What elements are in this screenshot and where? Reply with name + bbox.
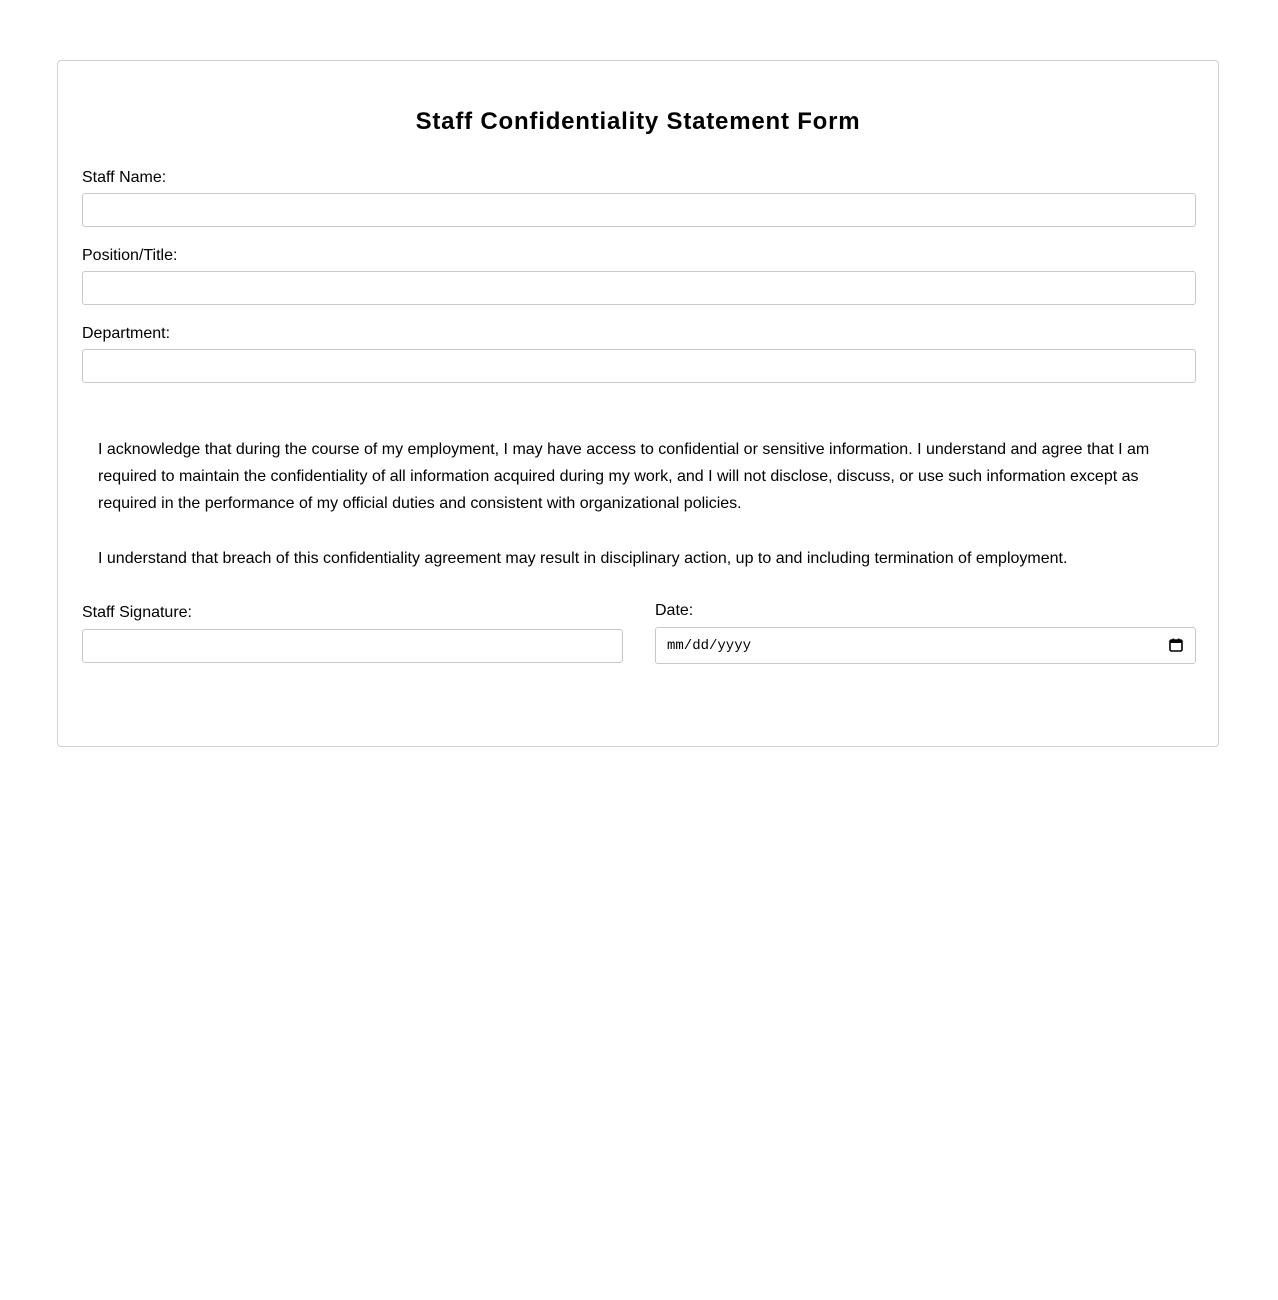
position-input[interactable] (82, 271, 1196, 305)
signature-input[interactable] (82, 629, 623, 663)
confidentiality-form (57, 60, 1219, 747)
department-label: Department: (82, 325, 171, 342)
page-title: Staff Confidentiality Statement Form (415, 108, 861, 135)
date-placeholder: mm/dd/yyyy (667, 638, 752, 654)
department-input[interactable] (82, 349, 1196, 383)
statement-paragraph-acknowledgement: I acknowledge that during the course of my employment, I may have access to confidential or sensitive information. I understand and agree that I am required to maintain the confidentiality of all information acquired during my work, and I will not disclose, discuss, or use such information except as required in the performance of my official duties and consistent with organizational policies. (98, 441, 1150, 512)
date-input[interactable] (655, 627, 1196, 664)
statement-paragraph-breach: I understand that breach of this confidentiality agreement may result in disciplinary action, up to and including termination of employment. (98, 550, 1068, 567)
confidentiality-statement (98, 436, 1178, 600)
date-label: Date: (655, 602, 694, 619)
calendar-icon[interactable] (1169, 638, 1183, 652)
staff-name-label: Staff Name: (82, 169, 167, 186)
position-label: Position/Title: (82, 247, 178, 264)
staff-name-input[interactable] (82, 193, 1196, 227)
signature-label: Staff Signature: (82, 604, 192, 621)
